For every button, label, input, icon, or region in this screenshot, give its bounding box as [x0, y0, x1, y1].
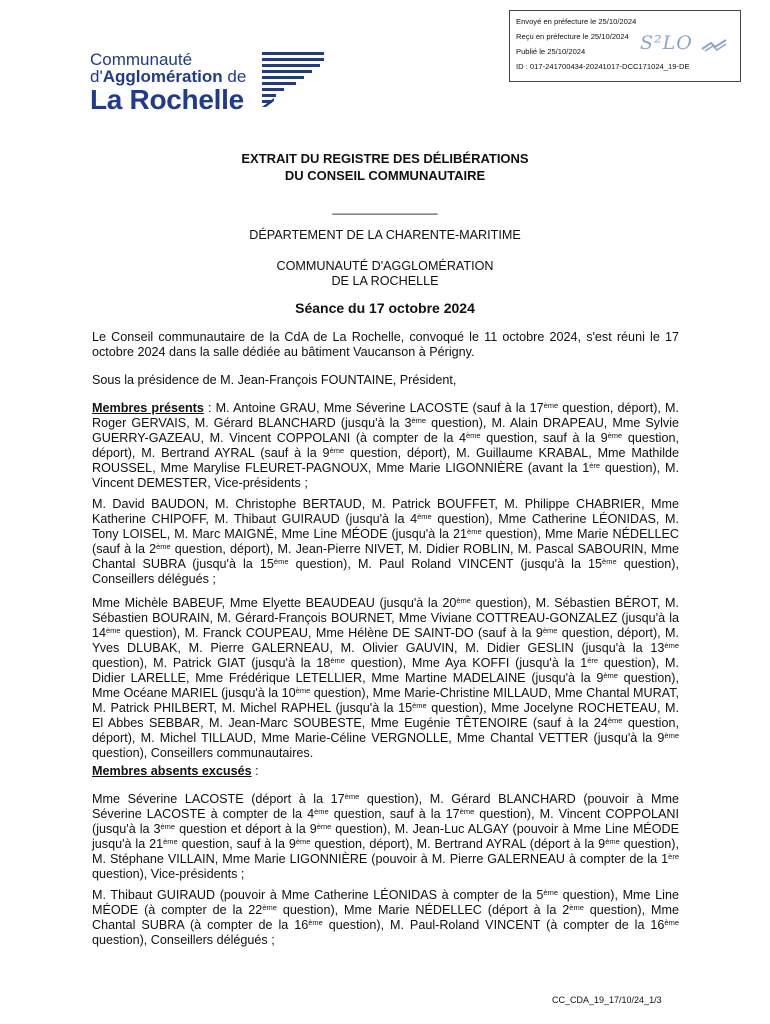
membres-presents-paragraph: Membres présents : M. Antoine GRAU, Mme Séverine LACOSTE (sauf à la 17ème question, déport), M. Roger GERVAIS, M. Gérard BLANCHARD (jusqu'à la 3ème question), M. Alain DRAPEAU, Mme Sylvie GUERRY-GAZEAU, M. Vincent COPPOLANI (à compter de la 4ème question, sauf à la 9ème question, déport), M. Bertrand AYRAL (sauf à la 9ème question, déport), M. Guillaume KRABAL, Mme Mathilde ROUSSEL, Mme Marylise FLEURET-PAGNOUX, Mme Marie LIGONNIÈRE (avant la 1ère question), M. Vincent DEMESTER, Vice-présidents ;: [92, 401, 679, 490]
stamp-sent: Envoyé en préfecture le 25/10/2024: [516, 17, 637, 26]
title-line-2: DU CONSEIL COMMUNAUTAIRE: [284, 168, 486, 183]
communaute-line-1: COMMUNAUTÉ D'AGGLOMÉRATION: [276, 259, 494, 273]
membres-absents-heading: Membres absents excusés :: [92, 764, 259, 778]
stamp-published: Publié le 25/10/2024: [516, 47, 586, 56]
logo-line-3: La Rochelle: [90, 84, 244, 115]
departement: DÉPARTEMENT DE LA CHARENTE-MARITIME: [249, 228, 521, 242]
membres-absents-label: Membres absents excusés: [92, 764, 252, 778]
communaute-line-2: DE LA ROCHELLE: [331, 274, 439, 288]
presidence-paragraph: Sous la présidence de M. Jean-François FOUNTAINE, Président,: [92, 373, 457, 387]
stamp-received: Reçu en préfecture le 25/10/2024: [516, 32, 629, 41]
intro-paragraph: Le Conseil communautaire de la CdA de La Rochelle, convoqué le 11 octobre 2024, s'est réuni le 17 octobre 2024 dans la salle dédiée au bâtiment Vaucanson à Périgny.: [92, 330, 679, 359]
cda-logo-text: [90, 51, 246, 114]
slo-arrow-icon: [701, 39, 727, 53]
logo-line-2: d'Agglomération de: [90, 67, 247, 86]
separator: _______________: [332, 201, 438, 215]
page-footer: CC_CDA_19_17/10/24_1/3: [552, 995, 662, 1005]
seance-date: Séance du 17 octobre 2024: [295, 300, 475, 316]
membres-presents-label: Membres présents: [92, 401, 204, 415]
absents-conseillers-delegues-paragraph: M. Thibaut GUIRAUD (pouvoir à Mme Catherine LÉONIDAS à compter de la 5ème question), Mme Line MÉODE (à compter de la 22ème question), Mme Marie NÉDELLEC (déport à la 2ème question), Mme Chantal SUBRA (à compter de la 16ème question), M. Paul-Roland VINCENT (à compter de la 16ème question), Conseillers délégués ;: [92, 888, 680, 947]
logo-line-1: Communauté: [90, 50, 193, 69]
slo-logo: S²LO: [640, 32, 693, 54]
conseillers-delegues-paragraph: M. David BAUDON, M. Christophe BERTAUD, M. Patrick BOUFFET, M. Philippe CHABRIER, Mme Katherine CHIPOFF, M. Thibaut GUIRAUD (jusqu'à la 4ème question), Mme Catherine LÉONIDAS, M. Tony LOISEL, M. Marc MAIGNÉ, Mme Line MÉODE (jusqu'à la 21ème question), Mme Marie NÉDELLEC (sauf à la 2ème question, déport), M. Jean-Pierre NIVET, M. Didier ROBLIN, M. Pascal SABOURIN, Mme Chantal SUBRA (jusqu'à la 15ème question), M. Paul Roland VINCENT (jusqu'à la 15ème question), Conseillers délégués ;: [92, 497, 679, 586]
title-line-1: EXTRAIT DU REGISTRE DES DÉLIBÉRATIONS: [241, 151, 529, 166]
conseillers-communautaires-paragraph: Mme Michèle BABEUF, Mme Elyette BEAUDEAU (jusqu'à la 20ème question), M. Sébastien BÉROT, M. Sébastien BOURAIN, M. Gérard-François BOURNET, Mme Viviane COTTREAU-GONZALEZ (jusqu'à la 14ème question), M. Franck COUPEAU, Mme Hélène DE SAINT-DO (sauf à la 9ème question, déport), M. Yves DLUBAK, M. Pierre GALERNEAU, M. Olivier GAUVIN, M. Didier GESLIN (jusqu'à la 13ème question), M. Patrick GIAT (jusqu'à la 18ème question), Mme Aya KOFFI (jusqu'à la 1ère question), M. Didier LARELLE, Mme Frédérique LETELLIER, Mme Martine MADELAINE (jusqu'à la 9ème question), Mme Océane MARIEL (jusqu'à la 10ème question), Mme Marie-Christine MILLAUD, Mme Chantal MURAT, M. Patrick PHILBERT, M. Michel RAPHEL (jusqu'à la 15ème question), Mme Jocelyne ROCHETEAU, M. El Abbes SEBBAR, M. Jean-Marc SOUBESTE, Mme Eugénie TÊTENOIRE (sauf à la 24ème question, déport), M. Michel TILLAUD, Mme Marie-Céline VERGNOLLE, Mme Chantal VETTER (jusqu'à la 9ème question), Conseillers communautaires.: [92, 596, 680, 760]
stamp-id: ID : 017-241700434-20241017-DCC171024_19-DE: [516, 62, 690, 71]
absents-vice-presidents-paragraph: Mme Séverine LACOSTE (déport à la 17ème question), M. Gérard BLANCHARD (pouvoir à Mme Séverine LACOSTE à compter de la 4ème question, sauf à la 17ème question), M. Vincent COPPOLANI (jusqu'à la 3ème question et déport à la 9ème question), M. Jean-Luc ALGAY (pouvoir à Mme Line MÉODE jusqu'à la 21ème question, sauf à la 9ème question, déport), M. Bertrand AYRAL (déport à la 9ème question), M. Stéphane VILLAIN, Mme Marie LIGONNIÈRE (pouvoir à M. Pierre GALERNEAU à compter de la 1ère question), Vice-présidents ;: [92, 792, 679, 881]
cda-logo-mark-icon: [258, 52, 326, 110]
